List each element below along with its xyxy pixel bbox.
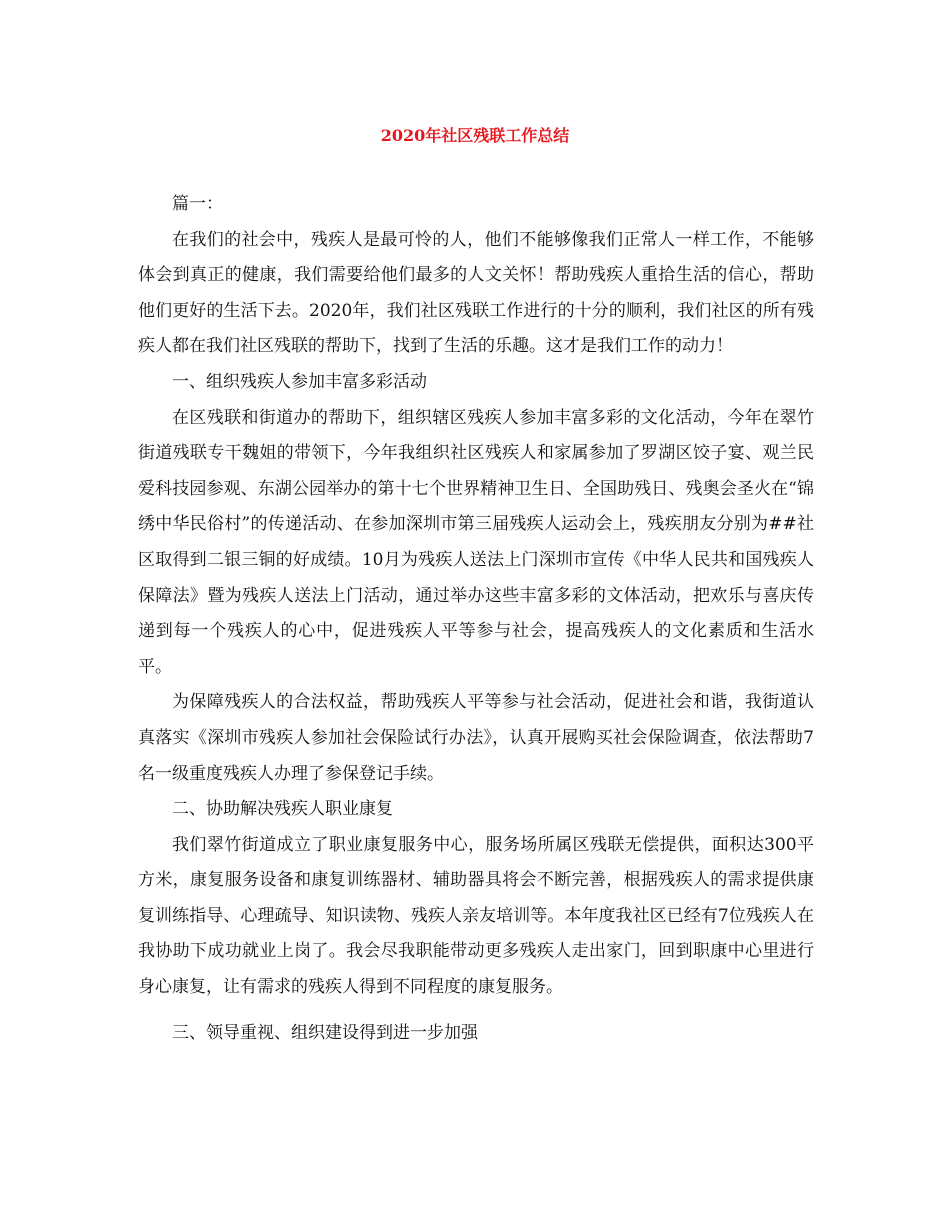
paragraph-section-label: 篇一：	[172, 194, 223, 214]
paragraph-insurance: 为保障残疾人的合法权益，帮助残疾人平等参与社会活动，促进社会和谐，我街道认真落实《深圳市残疾人参加社会保险试行办法》，认真开展购买社会保险调查，依法帮助7名一级重度残疾人办理了参保登记手续。	[138, 692, 814, 784]
heading-section-two: 二、协助解决残疾人职业康复	[172, 799, 393, 820]
document-body	[138, 187, 814, 1051]
heading-section-three: 三、领导重视、组织建设得到进一步加强	[172, 1022, 478, 1043]
paragraph-rehabilitation: 我们翠竹街道成立了职业康复服务中心，服务场所属区残联无偿提供，面积达300平方米，康复服务设备和康复训练器材、辅助器具将会不断完善，根据残疾人的需求提供康复训练指导、心理疏导、知识读物、残疾人亲友培训等。本年度我社区已经有7位残疾人在我协助下成功就业上岗了。我会尽我职能带动更多残疾人走出家门，回到职康中心里进行身心康复，让有需求的残疾人得到不同程度的康复服务。	[138, 834, 814, 998]
paragraph-intro: 在我们的社会中，残疾人是最可怜的人，他们不能够像我们正常人一样工作，不能够体会到真正的健康，我们需要给他们最多的人文关怀！帮助残疾人重拾生活的信心，帮助他们更好的生活下去。2020年，我们社区残联工作进行的十分的顺利，我们社区的所有残疾人都在我们社区残联的帮助下，找到了生活的乐趣。这才是我们工作的动力！	[138, 229, 814, 357]
paragraph-activities: 在区残联和街道办的帮助下，组织辖区残疾人参加丰富多彩的文化活动，今年在翠竹街道残联专干魏姐的带领下，今年我组织社区残疾人和家属参加了罗湖区饺子宴、观兰民爱科技园参观、东湖公园举办的第十七个世界精神卫生日、全国助残日、残奥会圣火在“锦绣中华民俗村”的传递活动、在参加深圳市第三届残疾人运动会上，残疾朋友分别为##社区取得到二银三铜的好成绩。10月为残疾人送法上门深圳市宣传《中华人民共和国残疾人保障法》暨为残疾人送法上门活动，通过举办这些丰富多彩的文体活动，把欢乐与喜庆传递到每一个残疾人的心中，促进残疾人平等参与社会，提高残疾人的文化素质和生活水平。	[138, 407, 814, 677]
heading-section-one: 一、组织残疾人参加丰富多彩活动	[172, 371, 427, 392]
document-title: 2020年社区残联工作总结	[380, 126, 570, 145]
